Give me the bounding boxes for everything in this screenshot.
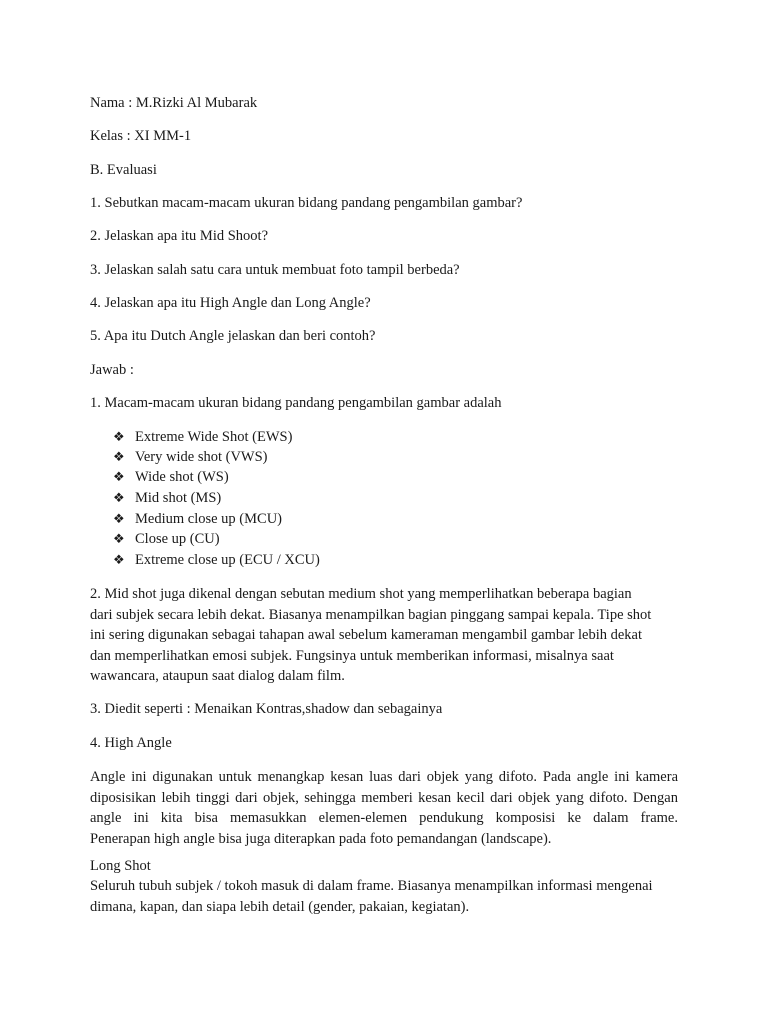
diamond-bullet-icon: ❖ bbox=[113, 532, 125, 547]
diamond-bullet-icon: ❖ bbox=[113, 553, 125, 568]
answer-3: 3. Diedit seperti : Menaikan Kontras,shadow dan sebagainya bbox=[90, 701, 443, 717]
section-title: B. Evaluasi bbox=[90, 162, 157, 178]
jawab-label: Jawab : bbox=[90, 362, 134, 378]
paragraph-line: Seluruh tubuh subjek / tokoh masuk di dalam frame. Biasanya menampilkan informasi mengenai bbox=[90, 878, 653, 894]
diamond-bullet-icon: ❖ bbox=[113, 512, 125, 527]
answer-1-intro: 1. Macam-macam ukuran bidang pandang pengambilan gambar adalah bbox=[90, 395, 502, 411]
paragraph-line: dimana, kapan, dan siapa lebih detail (gender, pakaian, kegiatan). bbox=[90, 898, 470, 915]
list-item: ❖ Very wide shot (VWS) bbox=[113, 447, 268, 469]
student-name: Nama : M.Rizki Al Mubarak bbox=[90, 95, 258, 111]
answer-4-paragraph bbox=[90, 767, 678, 849]
long-shot-paragraph bbox=[90, 876, 678, 917]
paragraph-line: dari subjek secara lebih dekat. Biasanya menampilkan bagian pinggang sampai kepala. Tipe shot bbox=[90, 606, 652, 623]
paragraph-line: angle ini kita bisa memasukkan elemen-elemen pendukung komposisi ke dalam frame. bbox=[90, 810, 678, 826]
list-item: ❖ Extreme Wide Shot (EWS) bbox=[113, 427, 292, 449]
paragraph-line: Penerapan high angle bisa juga diterapkan pada foto pemandangan (landscape). bbox=[90, 830, 552, 847]
paragraph-line: Angle ini digunakan untuk menangkap kesan luas dari objek yang difoto. Pada angle ini kamera bbox=[90, 769, 678, 785]
student-class: Kelas : XI MM-1 bbox=[90, 128, 192, 144]
long-shot-title: Long Shot bbox=[90, 858, 151, 874]
list-item: ❖ Close up (CU) bbox=[113, 529, 220, 551]
list-item: ❖ Mid shot (MS) bbox=[113, 488, 221, 510]
paragraph-line: 2. Mid shot juga dikenal dengan sebutan medium shot yang memperlihatkan beberapa bagian bbox=[90, 586, 632, 602]
diamond-bullet-icon: ❖ bbox=[113, 430, 125, 445]
list-item: ❖ Medium close up (MCU) bbox=[113, 509, 282, 531]
answer-2-paragraph bbox=[90, 584, 678, 687]
list-item: ❖ Wide shot (WS) bbox=[113, 467, 229, 489]
question-3: 3. Jelaskan salah satu cara untuk membuat foto tampil berbeda? bbox=[90, 262, 460, 278]
paragraph-line: ini sering digunakan sebagai tahapan awal sebelum kameraman mengambil gambar lebih dekat bbox=[90, 627, 643, 643]
list-item: ❖ Extreme close up (ECU / XCU) bbox=[113, 550, 320, 572]
question-5: 5. Apa itu Dutch Angle jelaskan dan beri contoh? bbox=[90, 328, 376, 344]
answer-4-title: 4. High Angle bbox=[90, 735, 172, 751]
paragraph-line: dan memperlihatkan emosi subjek. Fungsinya untuk memberikan informasi, misalnya saat bbox=[90, 647, 614, 664]
diamond-bullet-icon: ❖ bbox=[113, 470, 125, 485]
question-1: 1. Sebutkan macam-macam ukuran bidang pandang pengambilan gambar? bbox=[90, 195, 523, 211]
question-2: 2. Jelaskan apa itu Mid Shoot? bbox=[90, 228, 269, 244]
diamond-bullet-icon: ❖ bbox=[113, 450, 125, 465]
paragraph-line: wawancara, ataupun saat dialog dalam film. bbox=[90, 668, 345, 684]
paragraph-line: diposisikan lebih tinggi dari objek, sehingga memberi kesan kecil dari objek yang difoto. Dengan bbox=[90, 789, 678, 806]
question-4: 4. Jelaskan apa itu High Angle dan Long Angle? bbox=[90, 295, 371, 311]
diamond-bullet-icon: ❖ bbox=[113, 491, 125, 506]
